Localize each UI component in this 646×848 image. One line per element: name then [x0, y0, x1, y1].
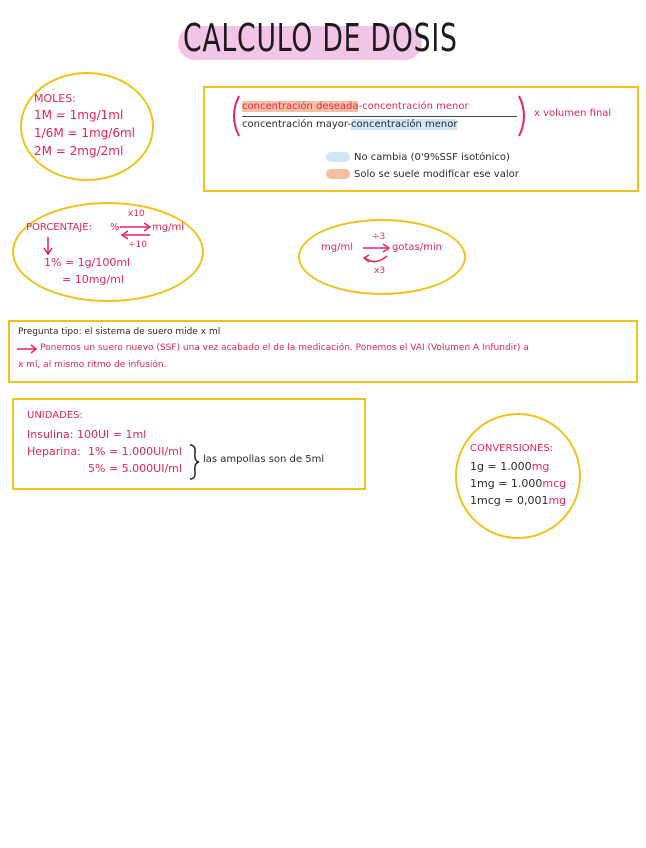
goteo-from: mg/ml — [321, 242, 353, 253]
unidades-insulina: Insulina: 100UI = 1ml — [27, 428, 147, 441]
conversion-1-left: 1g = 1.000 — [470, 460, 532, 473]
moles-line-2: 1/6M = 1mg/6ml — [34, 126, 135, 140]
formula-denominator — [242, 119, 457, 130]
moles-line-3: 2M = 2mg/2ml — [34, 144, 124, 158]
porcentaje-to: mg/ml — [152, 222, 184, 233]
porcentaje-from: % — [110, 222, 120, 233]
page-title: CALCULO DE DOSIS — [183, 16, 458, 60]
denominator-higher: concentración mayor — [242, 119, 348, 130]
goteo-bottom-op: x3 — [374, 266, 386, 276]
left-paren-icon — [228, 94, 242, 138]
unidades-heparina-1: 1% = 1.000UI/ml — [88, 445, 182, 458]
right-paren-icon — [516, 94, 530, 138]
porcentaje-top-op: x10 — [128, 209, 145, 219]
porcentaje-header: PORCENTAJE: — [26, 222, 92, 233]
porcentaje-line-1: 1% = 1g/100ml — [44, 256, 131, 269]
numerator-minus: - — [358, 101, 363, 112]
porcentaje-line-2: = 10mg/ml — [62, 273, 124, 286]
denominator-minus: - — [347, 119, 351, 130]
unidades-heparina-label: Heparina: — [27, 445, 81, 458]
porcentaje-oval — [12, 202, 204, 302]
goteo-arrows-icon — [361, 242, 391, 268]
pregunta-line-1: Pregunta tipo: el sistema de suero mide x ml — [18, 327, 221, 337]
numerator-desired: concentración deseada — [242, 101, 359, 112]
conversion-3-left: 1mcg = 0,001 — [470, 494, 549, 507]
fraction-line — [242, 116, 517, 117]
moles-line-1: 1M = 1mg/1ml — [34, 108, 124, 122]
conversiones-header: CONVERSIONES: — [470, 443, 554, 454]
conversion-1-unit: mg — [531, 460, 550, 473]
unidades-heparina-5: 5% = 5.000UI/ml — [88, 462, 182, 475]
pregunta-line-3: x ml, al mismo ritmo de infusión. — [18, 360, 167, 370]
pregunta-line-2: Ponemos un suero nuevo (SSF) una vez acabado el de la medicación. Ponemos el VAI (Volumen A Infundir) a — [40, 343, 529, 353]
conversion-line-1 — [470, 460, 549, 473]
conversiones-oval — [455, 413, 581, 539]
conversion-line-2 — [470, 477, 566, 490]
brace-icon — [188, 443, 200, 481]
legend-blue-text: No cambia (0'9%SSF isotónico) — [354, 152, 510, 163]
conversion-3-unit: mg — [548, 494, 567, 507]
unidades-note: las ampollas son de 5ml — [203, 454, 325, 465]
conversion-2-left: 1mg = 1.000 — [470, 477, 543, 490]
legend-orange-text: Solo se suele modificar ese valor — [354, 169, 519, 180]
porcentaje-bottom-op: ÷10 — [128, 240, 147, 250]
legend-blue-swatch — [326, 152, 350, 162]
legend-blue — [326, 152, 510, 163]
goteo-to: gotas/min — [392, 242, 442, 253]
formula-numerator — [242, 101, 469, 112]
denominator-lower: concentración menor — [351, 119, 458, 130]
moles-header: MOLES: — [34, 92, 76, 105]
legend-orange-swatch — [326, 169, 350, 179]
unidades-header: UNIDADES: — [27, 410, 83, 421]
goteo-top-op: ÷3 — [372, 232, 386, 242]
conversion-line-3 — [470, 494, 566, 507]
legend-orange — [326, 169, 519, 180]
down-arrow-icon — [42, 236, 54, 256]
numerator-lower: concentración menor — [362, 101, 469, 112]
formula-multiplier: x volumen final — [534, 108, 612, 119]
conversion-2-unit: mcg — [542, 477, 567, 490]
right-arrow-icon — [16, 344, 38, 354]
